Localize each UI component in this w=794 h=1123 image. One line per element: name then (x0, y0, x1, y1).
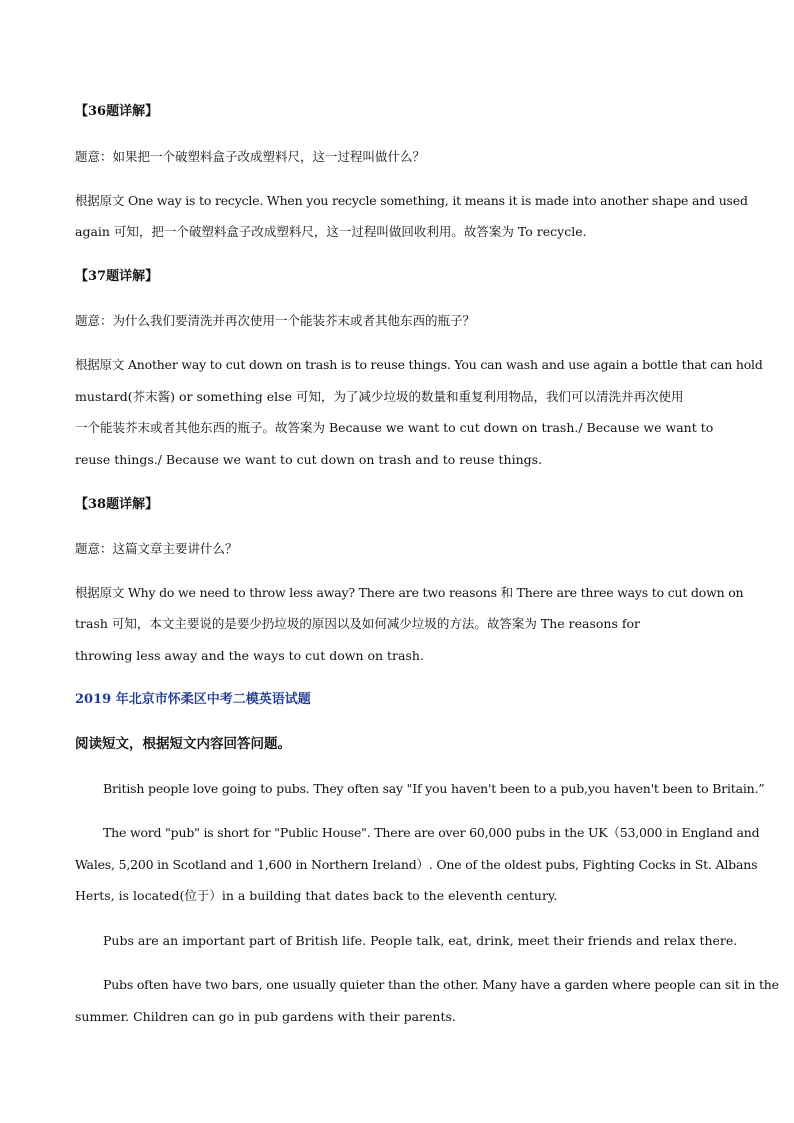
exam-instruction: 阅读短文，根据短文内容回答问题。 (75, 736, 291, 752)
q36-explanation-line-1: 根据原文 One way is to recycle. When you recycle something, it means it is made into another shape and used (75, 193, 748, 208)
q36-meaning: 题意：如果把一个破塑料盒子改成塑料尺，这一过程叫做什么？ (75, 149, 426, 164)
passage-paragraph-1-line-1: British people love going to pubs. They often say "If you haven't been to a pub,you haven't been to Britain.” (103, 781, 765, 796)
q37-explanation-line-2: mustard(芥末酱) or something else 可知，为了减少垃圾的数量和重复利用物品，我们可以清洗并再次使用 (75, 389, 684, 404)
q38-explanation-line-3: throwing less away and the ways to cut down on trash. (75, 648, 424, 663)
passage-paragraph-2-line-2: Wales, 5,200 in Scotland and 1,600 in Northern Ireland）. One of the oldest pubs, Fighting Cocks in St. Albans (75, 857, 758, 872)
q38-explanation-line-1: 根据原文 Why do we need to throw less away? There are two reasons 和 There are three ways to cut down on (75, 585, 744, 600)
q36-explanation-line-2: again 可知，把一个破塑料盒子改成塑料尺，这一过程叫做回收利用。故答案为 To recycle. (75, 224, 587, 239)
q38-explanation-line-2: trash 可知，本文主要说的是要少扔垃圾的原因以及如何减少垃圾的方法。故答案为 The reasons for (75, 616, 640, 631)
q36-heading: 【36题详解】 (75, 104, 159, 119)
passage-paragraph-4-line-2: summer. Children can go in pub gardens with their parents. (75, 1009, 456, 1024)
passage-paragraph-3-line-1: Pubs are an important part of British life. People talk, eat, drink, meet their friends and relax there. (103, 933, 738, 948)
q37-explanation-line-3: 一个能装芥末或者其他东西的瓶子。故答案为 Because we want to cut down on trash./ Because we want to (75, 420, 714, 435)
q37-explanation-line-4: reuse things./ Because we want to cut down on trash and to reuse things. (75, 452, 543, 467)
passage-paragraph-4-line-1: Pubs often have two bars, one usually quieter than the other. Many have a garden where people can sit in the (103, 977, 779, 992)
q37-explanation-line-1: 根据原文 Another way to cut down on trash is to reuse things. You can wash and use again a bottle that can hold (75, 357, 763, 372)
passage-paragraph-2-line-1: The word "pub" is short for "Public House". There are over 60,000 pubs in the UK（53,000 in England and (103, 825, 760, 840)
passage-paragraph-2-line-3: Herts, is located(位于）in a building that dates back to the eleventh century. (75, 888, 558, 903)
exam-title: 2019 年北京市怀柔区中考二模英语试题 (75, 692, 311, 707)
q38-heading: 【38题详解】 (75, 497, 159, 512)
q37-meaning: 题意：为什么我们要清洗并再次使用一个能装芥末或者其他东西的瓶子？ (75, 313, 476, 328)
q38-meaning: 题意：这篇文章主要讲什么？ (75, 541, 238, 556)
q37-heading: 【37题详解】 (75, 269, 159, 284)
